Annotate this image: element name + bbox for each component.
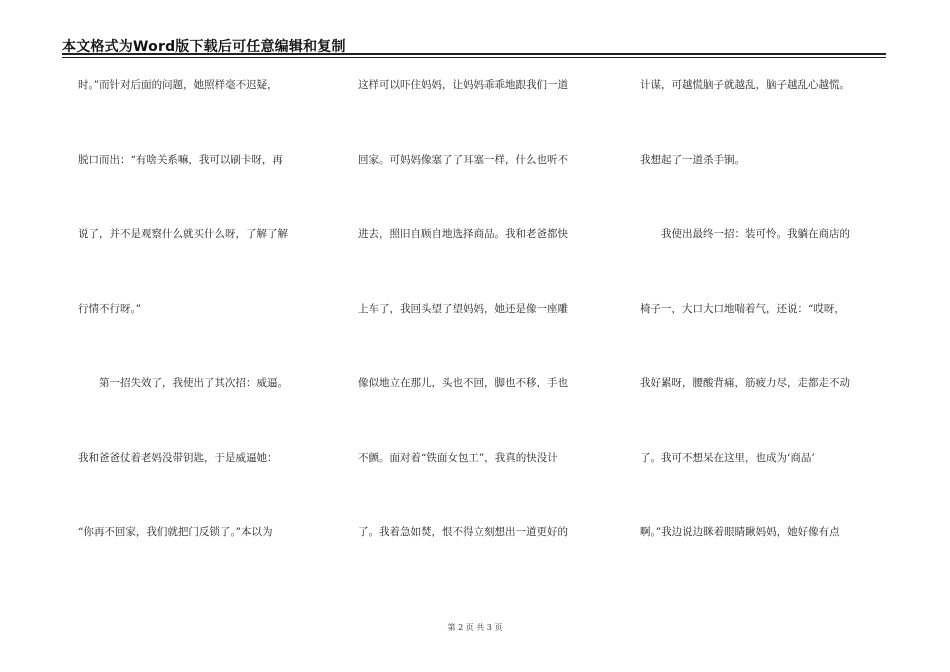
text-line: 椅子一，大口大口地喘着气，还说：“哎呀，	[640, 302, 845, 315]
text-line: 了。我可不想呆在这里，也成为‘商品’	[640, 451, 815, 464]
text-line: 回家。可妈妈像塞了了耳塞一样，什么也听不	[358, 153, 568, 166]
text-line: 说了，并不是观察什么就买什么呀，了解了解	[78, 228, 288, 240]
text-line: 像似地立在那儿，头也不回，脚也不移，手也	[358, 377, 568, 389]
text-line: 我想起了一道杀手锏。	[640, 153, 745, 166]
text-line: “你再不回家，我们就把门反锁了。”本以为	[78, 526, 273, 538]
text-line: 时。”而针对后面的问题，她照样毫不迟疑，	[78, 79, 278, 91]
text-column-1	[78, 78, 314, 600]
document-header-title: 本文格式为Word版下载后可任意编辑和复制	[62, 39, 346, 55]
header-divider-thick	[62, 53, 886, 55]
text-line: 我好累呀，腰酸背痛，筋疲力尽，走都走不动	[640, 377, 850, 389]
page-number-footer: 第 2 页 共 3 页	[447, 623, 503, 632]
text-line: 上车了，我回头望了望妈妈，她还是像一座雕	[358, 302, 568, 315]
text-line: 第一招失效了，我使出了其次招：威逼。	[78, 377, 288, 389]
text-line: 行情不行呀。”	[78, 302, 142, 315]
text-line: 不颤。面对着“铁面女包工”，我真的快没计	[358, 451, 558, 464]
text-column-2	[358, 78, 594, 600]
text-line: 啊。”我边说边眯着眼睛瞅妈妈，她好像有点	[640, 526, 840, 538]
text-line: 我使出最终一招：装可怜。我躺在商店的	[640, 228, 850, 240]
text-line: 脱口而出：“有啥关系嘛，我可以刷卡呀，再	[78, 153, 283, 166]
text-line: 这样可以吓住妈妈，让妈妈乖乖地跟我们一道	[358, 79, 568, 91]
text-column-3	[640, 78, 876, 600]
header-divider-thin	[62, 57, 886, 58]
text-line: 我和爸爸仗着老妈没带钥匙，于是威逼她：	[78, 451, 278, 464]
text-line: 计谋，可越慌脑子就越乱，脑子越乱心越慌。	[640, 79, 850, 91]
text-line: 了。我着急如焚，恨不得立刻想出一道更好的	[358, 526, 568, 538]
text-line: 进去，照旧自顾自地选择商品。我和老爸都快	[358, 228, 568, 240]
